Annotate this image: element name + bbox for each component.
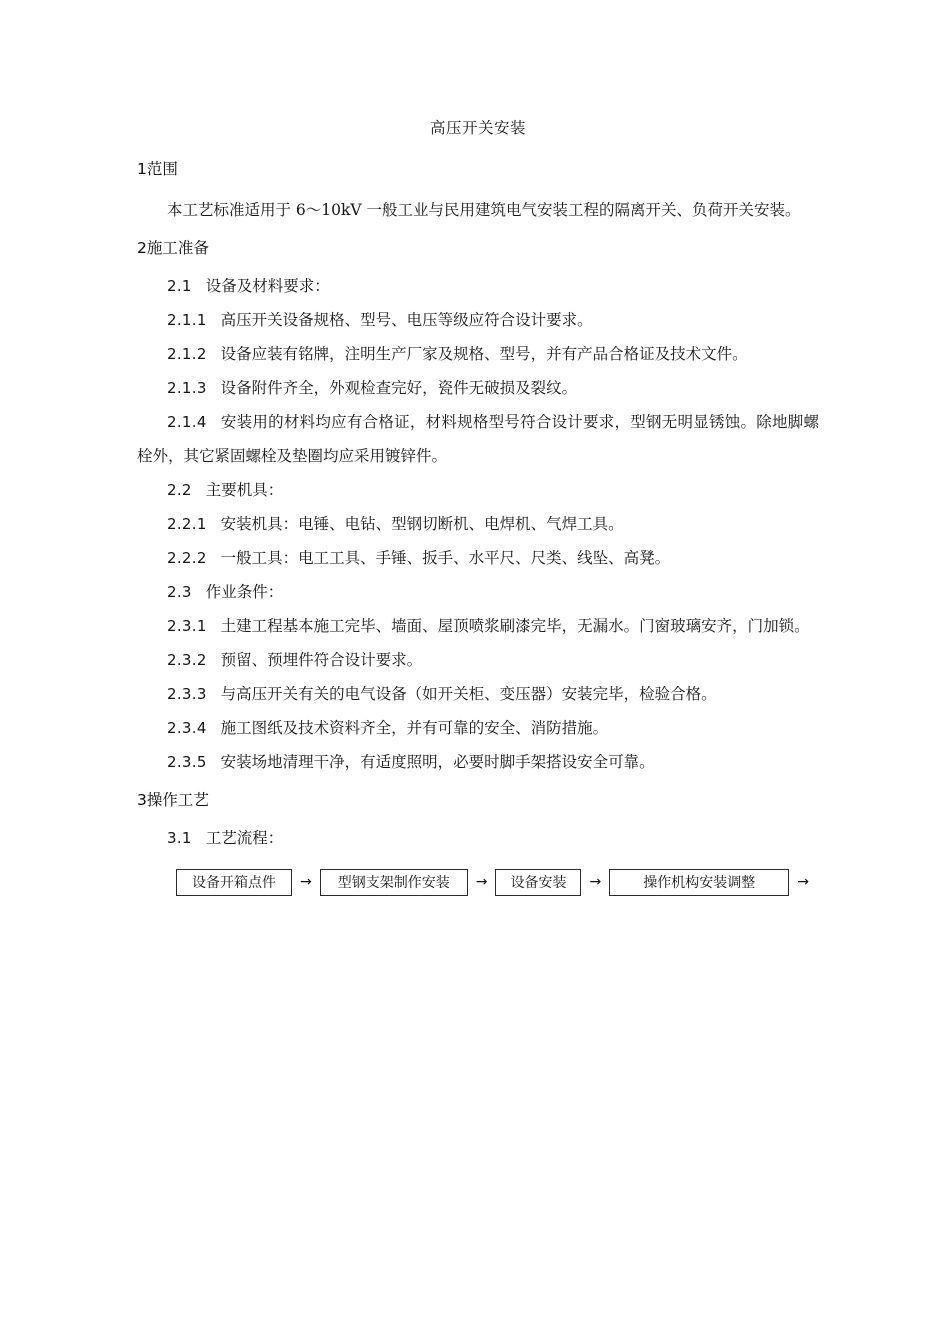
paragraph-scope: 本工艺标准适用于 6～10kV 一般工业与民用建筑电气安装工程的隔离开关、负荷开关安装。 [167,201,801,219]
clause-number: 2.2 [167,481,192,499]
clause-number: 2.3.5 [167,753,207,771]
clause-text: 安装机具：电锤、电钻、型钢切断机、电焊机、气焊工具。 [220,515,624,533]
clause-text: 主要机具： [205,481,284,499]
clause-number: 2.2.1 [167,515,207,533]
clause-number: 3.1 [167,829,192,847]
paragraph-2-3-2 [137,643,819,677]
clause-number: 2.1.2 [167,345,207,363]
clause-text: 施工图纸及技术资料齐全，并有可靠的安全、消防措施。 [220,719,609,737]
clause-text: 设备应装有铭牌，注明生产厂家及规格、型号，并有产品合格证及技术文件。 [220,345,748,363]
clause-text: 安装用的材料均应有合格证，材料规格型号符合设计要求，型钢无明显锈蚀。除地脚螺栓外，其它紧固螺栓及垫圈均应采用镀锌件。 [137,413,819,465]
paragraph-2-2 [137,473,819,507]
clause-number: 2.1 [167,277,192,295]
clause-text: 与高压开关有关的电气设备（如开关柜、变压器）安装完毕，检验合格。 [220,685,717,703]
clause-number: 2.3.1 [167,617,207,635]
clause-number: 2.1.4 [167,413,207,431]
flow-step-box: 型钢支架制作安装 [320,869,468,896]
clause-number: 2.3.2 [167,651,207,669]
clause-number: 2.3 [167,583,192,601]
heading-label-1: 范围 [146,160,178,178]
clause-number: 2.3.4 [167,719,207,737]
paragraph-3-1 [137,821,819,855]
page-content [137,0,819,896]
heading-number-3: 3 [137,791,147,809]
clause-text: 设备及材料要求： [205,277,330,295]
flow-step-box: 设备开箱点件 [176,869,292,896]
heading-section-1 [137,158,819,180]
process-flow-diagram [176,869,819,896]
paragraph-2-1 [137,269,819,303]
paragraph-2-1-4 [137,405,819,473]
flow-step-box: 操作机构安装调整 [609,869,789,896]
flow-arrow-icon-trailing: → [797,874,809,890]
paragraph-2-2-1 [137,507,819,541]
paragraph-2-1-1 [137,303,819,337]
clause-text: 作业条件： [205,583,284,601]
paragraph-2-3 [137,575,819,609]
paragraph-2-1-3 [137,371,819,405]
clause-text: 工艺流程： [205,829,284,847]
page-title: 高压开关安装 [429,119,526,137]
flow-arrow-icon: → [589,874,602,890]
paragraph-2-1-2 [137,337,819,371]
clause-text: 一般工具：电工工具、手锤、扳手、水平尺、尺类、线坠、高凳。 [220,549,671,567]
clause-number: 2.3.3 [167,685,207,703]
clause-text: 土建工程基本施工完毕、墙面、屋顶喷浆刷漆完毕，无漏水。门窗玻璃安齐，门加锁。 [220,617,810,635]
clause-number: 2.1.1 [167,311,207,329]
clause-text: 设备附件齐全，外观检查完好，瓷件无破损及裂纹。 [220,379,578,397]
clause-text: 预留、预埋件符合设计要求。 [220,651,423,669]
heading-number-1: 1 [137,160,147,178]
heading-number-2: 2 [137,239,147,257]
clause-number: 2.2.2 [167,549,207,567]
paragraph-2-3-4 [137,711,819,745]
heading-section-2 [137,237,819,259]
paragraph-2-3-3 [137,677,819,711]
flow-arrow-icon: → [475,874,488,890]
clause-number: 2.1.3 [167,379,207,397]
heading-section-3 [137,789,819,811]
paragraph-2-3-1 [137,609,819,643]
flow-arrow-icon: → [300,874,312,890]
paragraph-2-2-2 [137,541,819,575]
clause-text: 安装场地清理干净，有适度照明，必要时脚手架搭设安全可靠。 [220,753,655,771]
flow-step-box: 设备安装 [495,869,581,896]
heading-label-2: 施工准备 [146,239,209,257]
heading-label-3: 操作工艺 [146,791,209,809]
paragraph-2-3-5 [137,745,819,779]
clause-text: 高压开关设备规格、型号、电压等级应符合设计要求。 [220,311,593,329]
